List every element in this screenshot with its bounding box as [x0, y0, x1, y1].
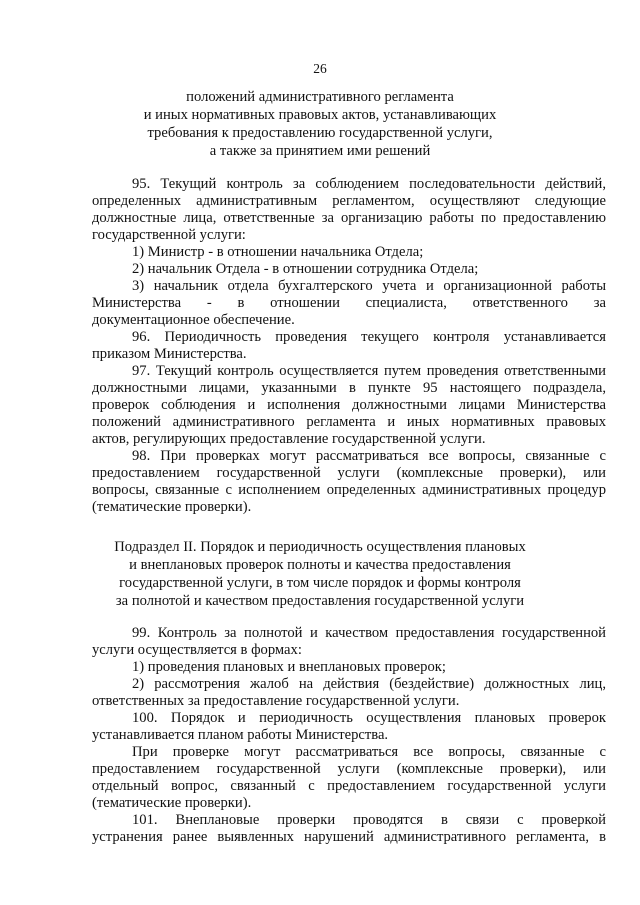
text-line: отдельный вопрос, связанный с предоставлением государственной услуги [92, 778, 606, 794]
text-line: 100. Порядок и периодичность осуществления плановых проверок [132, 710, 606, 726]
text-block-2 [92, 625, 606, 846]
text-line: должностными лицами, указанными в пункте 95 настоящего подраздела, [92, 380, 606, 396]
text-line: (тематические проверки). [92, 795, 252, 811]
text-line: 1) проведения плановых и внеплановых проверок; [132, 659, 446, 675]
text-line: 95. Текущий контроль за соблюдением последовательности действий, [132, 176, 606, 192]
text-line: 101. Внеплановые проверки проводятся в связи с проверкой [132, 812, 606, 828]
text-line: приказом Министерства. [92, 346, 247, 362]
text-line: государственной услуги: [92, 227, 246, 243]
text-line: проверок соблюдения и исполнения должностными лицами Министерства [92, 397, 606, 413]
heading-line: требования к предоставлению государственной услуги, [147, 125, 493, 141]
heading-line: а также за принятием ими решений [209, 143, 431, 159]
text-line: устранения ранее выявленных нарушений административного регламента, в [92, 829, 606, 845]
section-heading-continuation [0, 88, 640, 160]
text-line: (тематические проверки). [92, 499, 252, 515]
text-line: вопросы, связанные с исполнением определенных административных процедур [92, 482, 606, 498]
text-line: 3) начальник отдела бухгалтерского учета и организационной работы [132, 278, 606, 294]
text-line: 96. Периодичность проведения текущего контроля устанавливается [132, 329, 606, 345]
heading-line: за полнотой и качеством предоставления государственной услуги [115, 593, 525, 609]
text-line: предоставлением государственной услуги (комплексные проверки), или [92, 761, 606, 777]
text-line: устанавливается планом работы Министерства. [92, 727, 389, 743]
text-line: определенных административным регламентом, осуществляют следующие [92, 193, 606, 209]
heading-line: Подраздел II. Порядок и периодичность осуществления плановых [114, 539, 526, 555]
heading-line: государственной услуги, в том числе порядок и формы контроля [119, 575, 521, 591]
text-line: 98. При проверках могут рассматриваться все вопросы, связанные с [132, 448, 606, 464]
heading-line: положений административного регламента [186, 89, 454, 105]
text-line: должностные лица, ответственные за организацию работы по предоставлению [92, 210, 606, 226]
page-number: 26 [313, 61, 327, 76]
text-line: 2) начальник Отдела - в отношении сотрудника Отдела; [132, 261, 479, 277]
text-line: 99. Контроль за полнотой и качеством предоставления государственной [132, 625, 606, 641]
text-line: услуги осуществляется в формах: [92, 642, 302, 658]
text-line: 97. Текущий контроль осуществляется путем проведения ответственными [132, 363, 606, 379]
text-line: документационное обеспечение. [92, 312, 295, 328]
text-block-1 [92, 176, 606, 516]
heading-line: и внеплановых проверок полноты и качества предоставления [129, 557, 511, 573]
heading-line: и иных нормативных правовых актов, устанавливающих [143, 107, 497, 123]
text-line: 2) рассмотрения жалоб на действия (бездействие) должностных лиц, [132, 676, 606, 692]
text-line: 1) Министр - в отношении начальника Отдела; [132, 244, 424, 260]
text-line: актов, регулирующих предоставление государственной услуги. [92, 431, 486, 447]
text-line: предоставлением государственной услуги (комплексные проверки), или [92, 465, 606, 481]
text-line: ответственных за предоставление государственной услуги. [92, 693, 460, 709]
text-line: положений административного регламента и иных нормативных правовых [92, 414, 606, 430]
text-line: При проверке могут рассматриваться все вопросы, связанные с [132, 744, 606, 760]
subsection-heading [0, 538, 640, 610]
text-line: Министерства - в отношении специалиста, ответственного за [92, 295, 606, 311]
